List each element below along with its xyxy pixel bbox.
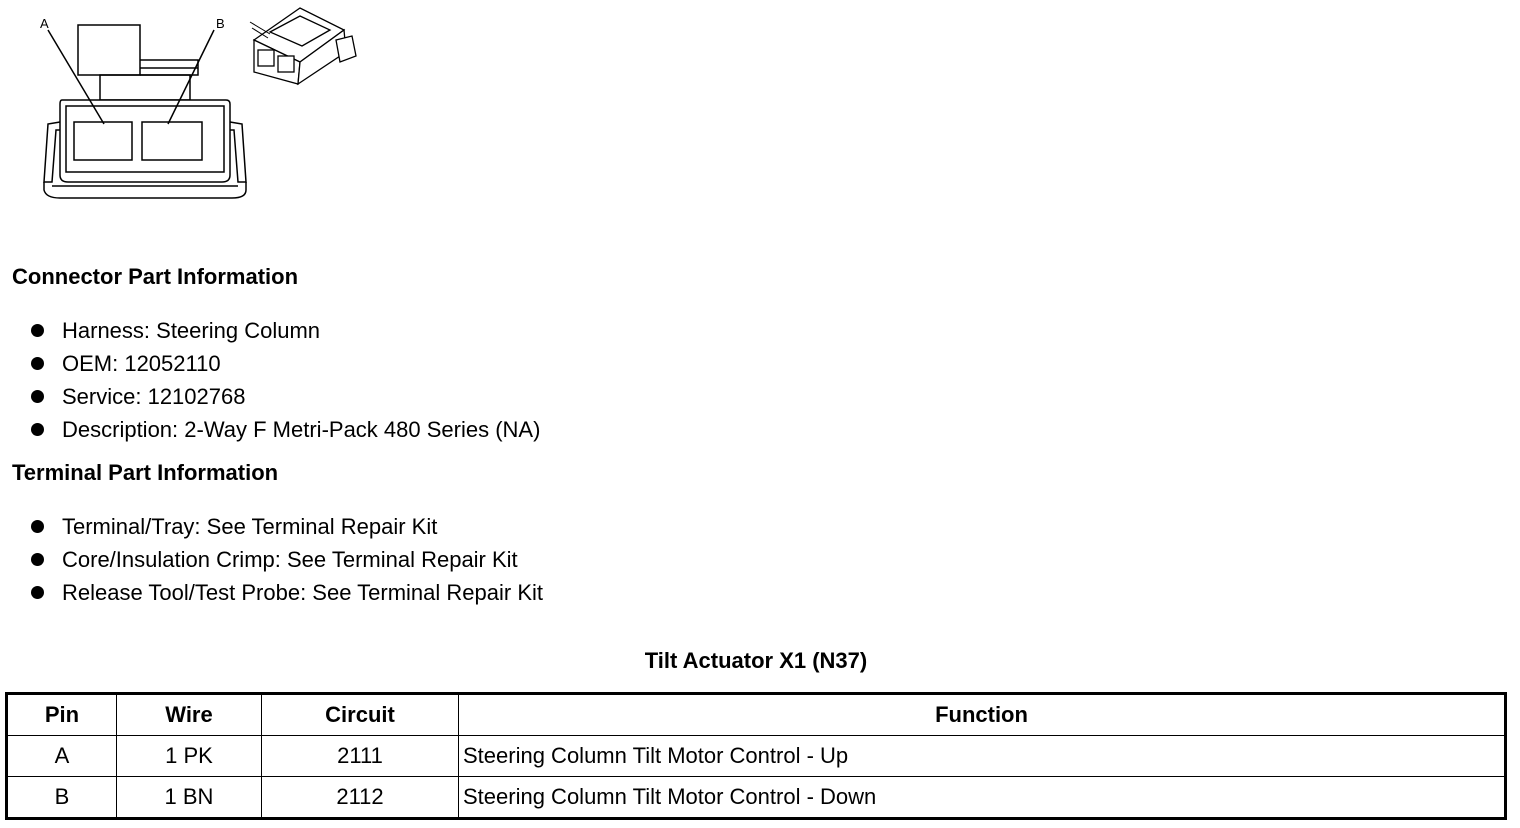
column-header-function: Function [459,694,1506,736]
bullet-icon [31,324,44,337]
function-cell: Steering Column Tilt Motor Control - Down [459,777,1506,819]
table-row [7,736,1506,777]
wire-cell: 1 BN [117,777,262,819]
connector-isometric-view [250,8,356,84]
circuit-cell: 2112 [262,777,459,819]
column-header-pin: Pin [7,694,117,736]
bullet-icon [31,390,44,403]
list-item-text: Core/Insulation Crimp: See Terminal Repair Kit [62,547,518,572]
circuit-cell: 2111 [262,736,459,777]
list-item [0,543,543,576]
connector-info-list [0,314,540,446]
pin-cell: A [7,736,117,777]
pin-table [5,692,1507,820]
list-item [0,380,540,413]
list-item [0,413,540,446]
pin-table-title: Tilt Actuator X1 (N37) [644,648,868,673]
list-item-text: Release Tool/Test Probe: See Terminal Repair Kit [62,580,543,605]
bullet-icon [31,357,44,370]
pin-a-label: A [40,16,49,31]
list-item-text: Service: 12102768 [62,384,246,409]
bullet-icon [31,586,44,599]
connector-info-heading: Connector Part Information [12,264,299,289]
list-item [0,314,540,347]
function-cell: Steering Column Tilt Motor Control - Up [459,736,1506,777]
bullet-icon [31,423,44,436]
list-item-text: OEM: 12052110 [62,351,221,376]
column-header-circuit: Circuit [262,694,459,736]
connector-face-view [44,25,246,198]
bullet-icon [31,553,44,566]
pin-cell: B [7,777,117,819]
wire-cell: 1 PK [117,736,262,777]
terminal-info-list [0,510,543,609]
table-row [7,777,1506,819]
table-header-row [7,694,1506,736]
terminal-info-heading: Terminal Part Information [12,460,279,485]
list-item [0,510,543,543]
list-item [0,347,540,380]
list-item [0,576,543,609]
bullet-icon [31,520,44,533]
column-header-wire: Wire [117,694,262,736]
connector-illustration [0,0,380,215]
list-item-text: Description: 2-Way F Metri-Pack 480 Series (NA) [62,417,541,442]
pin-b-label: B [216,16,225,31]
list-item-text: Terminal/Tray: See Terminal Repair Kit [62,514,438,539]
list-item-text: Harness: Steering Column [62,318,321,343]
connector-diagram [0,0,380,215]
